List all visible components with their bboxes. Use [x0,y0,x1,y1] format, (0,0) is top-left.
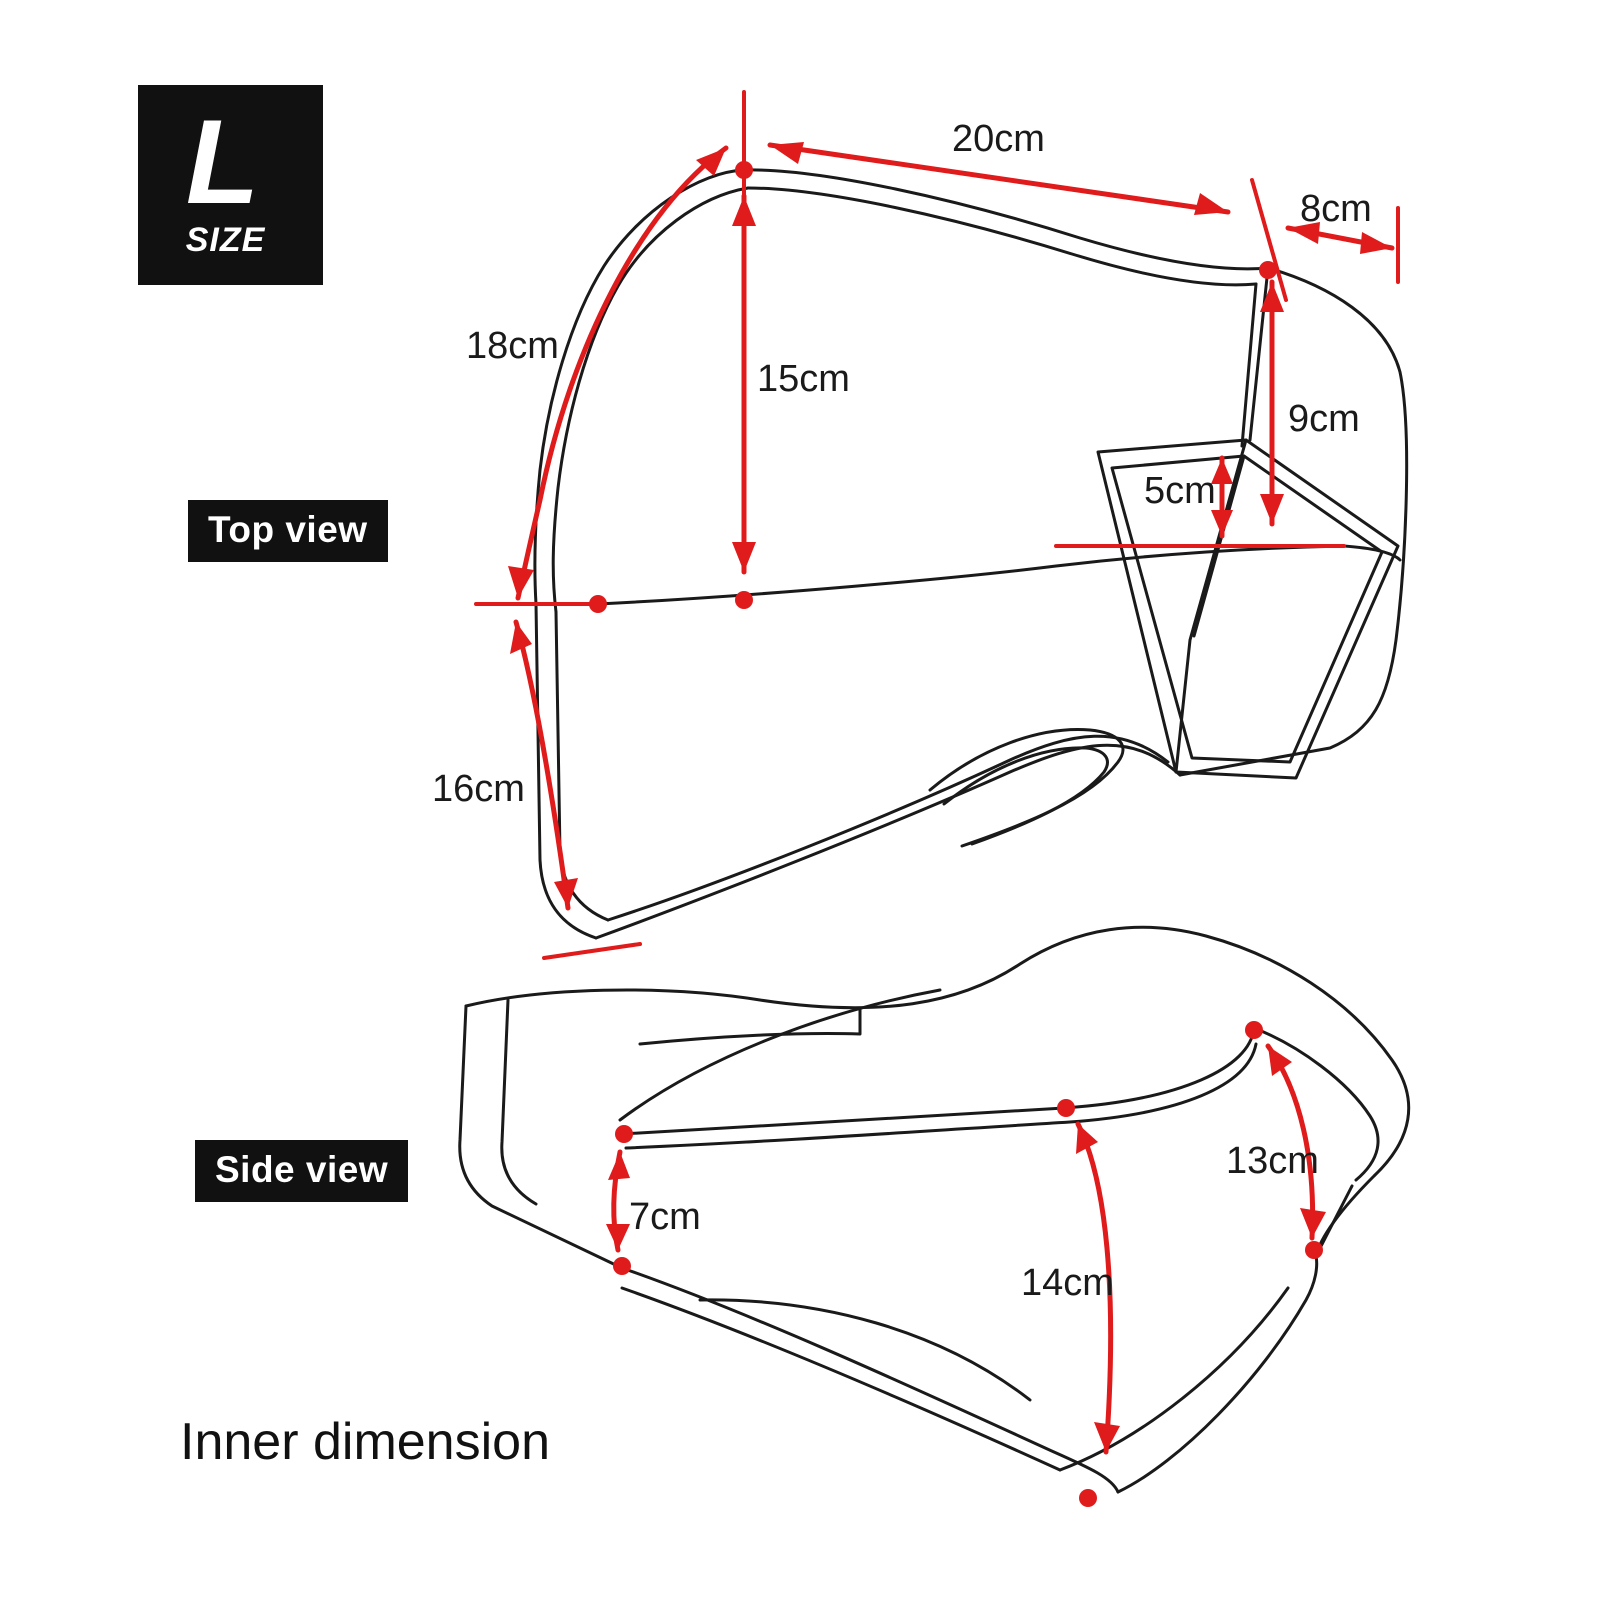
dimension-label-top-view-d8: 8cm [1300,188,1372,230]
size-badge-word: SIZE [185,220,266,259]
dimension-label-top-view-d5: 5cm [1144,470,1216,512]
bag-top-view-illustration [535,170,1407,938]
dimension-label-side-view-d14: 14cm [1021,1262,1114,1304]
size-badge [138,85,323,285]
bag-side-view-illustration [460,927,1409,1492]
dimension-label-side-view-d13: 13cm [1226,1140,1319,1182]
label-top-view: Top view [188,500,388,562]
dimension-label-top-view-d16: 16cm [432,768,525,810]
dimension-label-top-view-d9: 9cm [1288,398,1360,440]
dimension-label-top-view-d18: 18cm [466,325,559,367]
top-view-dimension-lines [476,92,1398,958]
dimension-label-side-view-d7: 7cm [629,1196,701,1238]
dimension-label-top-view-d20: 20cm [952,118,1045,160]
size-badge-letter: L [185,94,258,229]
side-view-dimension-lines [606,1021,1326,1507]
label-side-view: Side view [195,1140,408,1202]
dimension-label-top-view-d15: 15cm [757,358,850,400]
caption-inner-dimension: Inner dimension [180,1413,550,1471]
